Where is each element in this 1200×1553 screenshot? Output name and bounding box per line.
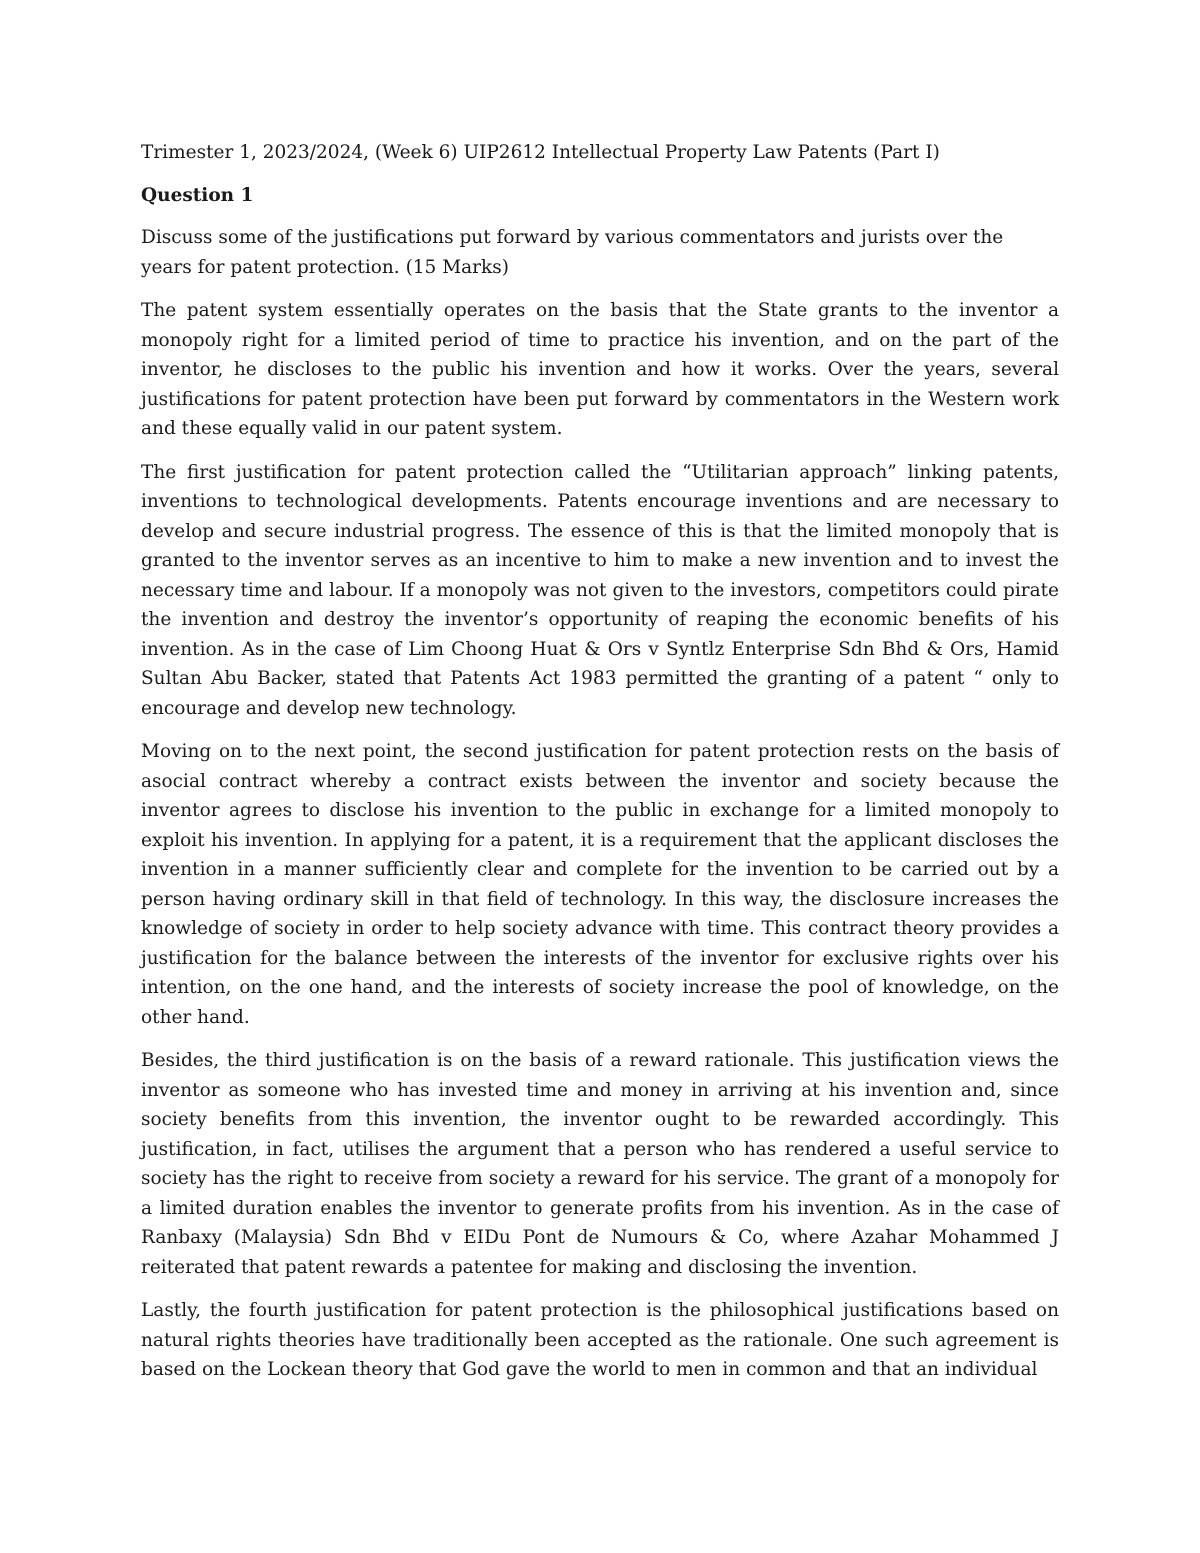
body-paragraph: Moving on to the next point, the second justification for patent protection rests on the basis of asocial contract whereby a contract exists between the inventor and society because the inventor agrees to disclose his invention to the public in exchange for a limited monopoly to exploit his invention. In applying for a patent, it is a requirement that the applicant discloses the invention in a manner sufficiently clear and complete for the invention to be carried out by a person having ordinary skill in that field of technology. In this way, the disclosure increases the knowledge of society in order to help society advance with time. This contract theory provides a justification for the balance between the interests of the inventor for exclusive rights over his intention, on the one hand, and the interests of society increase the pool of knowledge, on the other hand. — [141, 741, 1059, 1028]
body-paragraph: Lastly, the fourth justification for patent protection is the philosophical justifications based on natural rights theories have traditionally been accepted as the rationale. One such agreement is based on the Lockean theory that God gave the world to men in common and that an individual — [141, 1300, 1059, 1380]
document-page — [141, 138, 1059, 1399]
question-text: Discuss some of the justifications put forward by various commentators and jurists over the years for patent protection. (15 Marks) — [141, 227, 1004, 278]
body-paragraph: The first justification for patent protection called the “Utilitarian approach” linking patents, inventions to technological developments. Patents encourage inventions and are necessary to develop and secure industrial progress. The essence of this is that the limited monopoly that is granted to the inventor serves as an incentive to him to make a new invention and to invest the necessary time and labour. If a monopoly was not given to the investors, competitors could pirate the invention and destroy the inventor’s opportunity of reaping the economic benefits of his invention. As in the case of Lim Choong Huat & Ors v Syntlz Enterprise Sdn Bhd & Ors, Hamid Sultan Abu Backer, stated that Patents Act 1983 permitted the granting of a patent “ only to encourage and develop new technology. — [141, 461, 1059, 719]
body-paragraph: Besides, the third justification is on the basis of a reward rationale. This justification views the inventor as someone who has invested time and money in arriving at his invention and, since society benefits from this invention, the inventor ought to be rewarded accordingly. This justification, in fact, utilises the argument that a person who has rendered a useful service to society has the right to receive from society a reward for his service. The grant of a monopoly for a limited duration enables the inventor to generate profits from his invention. As in the case of Ranbaxy (Malaysia) Sdn Bhd v EIDu Pont de Numours & Co, where Azahar Mohammed J reiterated that patent rewards a patentee for making and disclosing the invention. — [141, 1050, 1059, 1278]
question-heading: Question 1 — [141, 184, 254, 206]
document-header: Trimester 1, 2023/2024, (Week 6) UIP2612 Intellectual Property Law Patents (Part I) — [141, 142, 940, 163]
body-paragraph: The patent system essentially operates on the basis that the State grants to the inventor a monopoly right for a limited period of time to practice his invention, and on the part of the inventor, he discloses to the public his invention and how it works. Over the years, several justifications for patent protection have been put forward by commentators in the Western work and these equally valid in our patent system. — [141, 300, 1059, 439]
